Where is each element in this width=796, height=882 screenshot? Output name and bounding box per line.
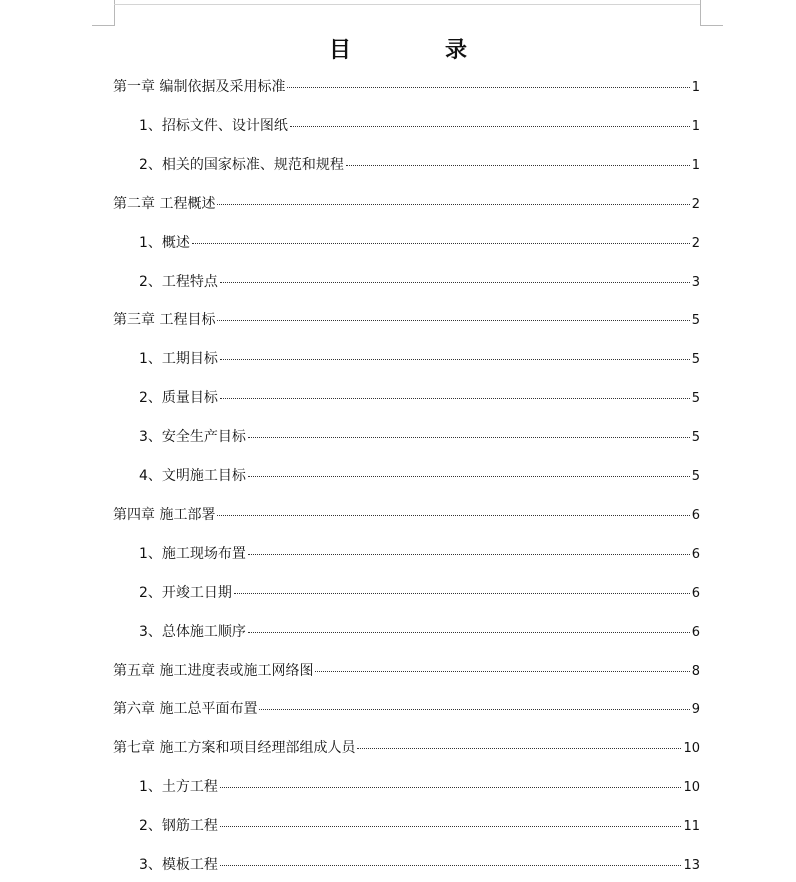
toc-entry-label: 1、施工现场布置	[139, 546, 246, 562]
toc-chapter-entry[interactable]	[113, 310, 700, 330]
toc-entry-label: 3、总体施工顺序	[139, 624, 246, 640]
toc-entry-label: 第五章 施工进度表或施工网络图	[113, 663, 314, 679]
page-top-edge	[114, 4, 700, 5]
toc-section-entry[interactable]	[139, 583, 700, 603]
toc-section-entry[interactable]	[139, 116, 700, 136]
toc-section-entry[interactable]	[139, 816, 700, 836]
toc-entry-label: 2、工程特点	[139, 274, 218, 290]
toc-page-number: 10	[683, 741, 700, 756]
toc-page-number: 11	[683, 819, 700, 834]
toc-entry-label: 第三章 工程目标	[113, 312, 216, 328]
toc-entry-label: 1、招标文件、设计图纸	[139, 118, 288, 134]
toc-dot-leader	[220, 865, 682, 866]
toc-chapter-entry[interactable]	[113, 738, 700, 758]
toc-dot-leader	[220, 787, 682, 788]
toc-page-number: 1	[691, 80, 700, 95]
toc-section-entry[interactable]	[139, 855, 700, 875]
toc-dot-leader	[248, 476, 690, 477]
toc-page-number: 6	[691, 586, 700, 601]
toc-entry-label: 4、文明施工目标	[139, 468, 246, 484]
toc-dot-leader	[357, 748, 681, 749]
toc-page-number: 13	[683, 858, 700, 873]
toc-section-entry[interactable]	[139, 466, 700, 486]
toc-entry-label: 2、开竣工日期	[139, 585, 232, 601]
toc-section-entry[interactable]	[139, 622, 700, 642]
toc-chapter-entry[interactable]	[113, 661, 700, 681]
toc-entry-label: 第一章 编制依据及采用标准	[113, 79, 286, 95]
toc-section-entry[interactable]	[139, 544, 700, 564]
toc-page-number: 1	[691, 158, 700, 173]
toc-entry-label: 2、钢筋工程	[139, 818, 218, 834]
toc-dot-leader	[217, 515, 689, 516]
toc-chapter-entry[interactable]	[113, 505, 700, 525]
toc-page-number: 3	[691, 275, 700, 290]
toc-entry-label: 第四章 施工部署	[113, 507, 216, 523]
toc-page-number: 8	[691, 664, 700, 679]
toc-page-number: 1	[691, 119, 700, 134]
toc-page-number: 5	[691, 469, 700, 484]
toc-entry-label: 第二章 工程概述	[113, 196, 216, 212]
toc-entry-label: 2、相关的国家标准、规范和规程	[139, 157, 344, 173]
crop-mark-top-right	[700, 0, 723, 26]
toc-section-entry[interactable]	[139, 777, 700, 797]
toc-section-entry[interactable]	[139, 349, 700, 369]
toc-section-entry[interactable]	[139, 233, 700, 253]
toc-page-number: 2	[691, 197, 700, 212]
toc-dot-leader	[248, 632, 690, 633]
toc-dot-leader	[192, 243, 690, 244]
toc-page-number: 10	[683, 780, 700, 795]
toc-entry-label: 1、概述	[139, 235, 190, 251]
crop-mark-top-left	[92, 0, 115, 26]
toc-title: 目 录	[328, 38, 503, 63]
toc-chapter-entry[interactable]	[113, 194, 700, 214]
toc-section-entry[interactable]	[139, 155, 700, 175]
toc-entry-label: 3、模板工程	[139, 857, 218, 873]
toc-entry-label: 1、土方工程	[139, 779, 218, 795]
toc-page-number: 5	[691, 391, 700, 406]
toc-dot-leader	[248, 554, 690, 555]
toc-page-number: 5	[691, 430, 700, 445]
toc-entry-label: 3、安全生产目标	[139, 429, 246, 445]
toc-dot-leader	[234, 593, 690, 594]
toc-dot-leader	[346, 165, 690, 166]
toc-dot-leader	[220, 359, 690, 360]
toc-dot-leader	[315, 671, 689, 672]
toc-entry-label: 第七章 施工方案和项目经理部组成人员	[113, 740, 356, 756]
toc-dot-leader	[220, 398, 690, 399]
toc-page-number: 2	[691, 236, 700, 251]
toc-page-number: 5	[691, 352, 700, 367]
toc-dot-leader	[287, 87, 689, 88]
toc-page-number: 6	[691, 625, 700, 640]
toc-dot-leader	[259, 709, 689, 710]
toc-page-number: 5	[691, 313, 700, 328]
toc-section-entry[interactable]	[139, 388, 700, 408]
toc-dot-leader	[217, 204, 689, 205]
toc-section-entry[interactable]	[139, 272, 700, 292]
toc-entry-label: 第六章 施工总平面布置	[113, 701, 258, 717]
toc-section-entry[interactable]	[139, 427, 700, 447]
toc-dot-leader	[217, 320, 689, 321]
toc-chapter-entry[interactable]	[113, 699, 700, 719]
toc-page-number: 6	[691, 547, 700, 562]
toc-dot-leader	[220, 826, 682, 827]
toc-entry-label: 2、质量目标	[139, 390, 218, 406]
toc-chapter-entry[interactable]	[113, 77, 700, 97]
toc-entry-label: 1、工期目标	[139, 351, 218, 367]
toc-dot-leader	[248, 437, 690, 438]
toc-page-number: 9	[691, 702, 700, 717]
toc-dot-leader	[220, 282, 690, 283]
toc-page-number: 6	[691, 508, 700, 523]
toc-dot-leader	[290, 126, 690, 127]
